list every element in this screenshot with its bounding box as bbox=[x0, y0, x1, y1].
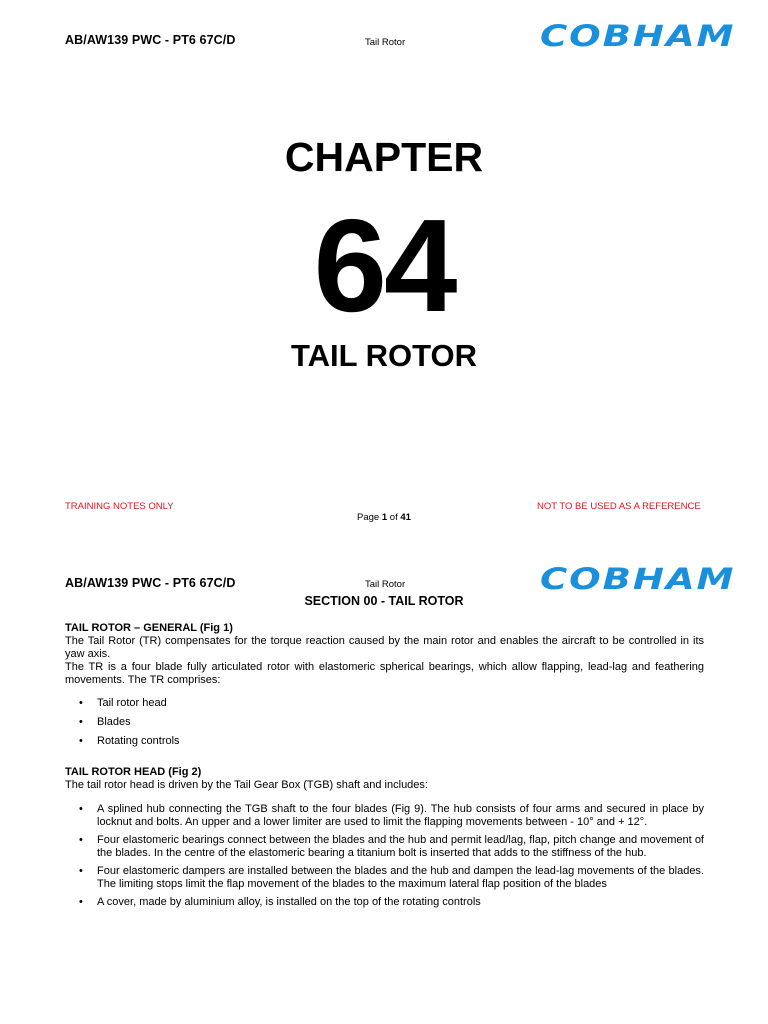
list-item bbox=[65, 834, 704, 860]
list-item-text: A cover, made by aluminium alloy, is installed on the top of the rotating controls bbox=[97, 896, 481, 908]
bullet-icon: • bbox=[79, 697, 83, 709]
list-item bbox=[65, 697, 704, 710]
bullet-icon: • bbox=[79, 803, 83, 815]
list-item bbox=[65, 865, 704, 891]
header-section-name: Tail Rotor bbox=[365, 579, 406, 590]
head-intro: The tail rotor head is driven by the Tail Gear Box (TGB) shaft and includes: bbox=[65, 779, 428, 791]
header-doc-id: AB/AW139 PWC - PT6 67C/D bbox=[65, 33, 236, 47]
bullet-icon: • bbox=[79, 834, 83, 846]
chapter-label: CHAPTER bbox=[284, 134, 484, 180]
general-paragraph-2: The TR is a four blade fully articulated rotor with elastomeric spherical bearings, which allow flapping, lead-lag and feathering movements. The TR comprises: bbox=[65, 661, 704, 686]
general-paragraph-1: The Tail Rotor (TR) compensates for the torque reaction caused by the main rotor and enables the aircraft to be controlled in its yaw axis. bbox=[65, 635, 704, 660]
header-section-name: Tail Rotor bbox=[365, 37, 406, 48]
general-section bbox=[65, 622, 704, 687]
bullet-icon: • bbox=[79, 896, 83, 908]
list-item-text: Tail rotor head bbox=[97, 697, 167, 709]
components-list-container bbox=[65, 697, 704, 754]
cobham-logo: COBHAM bbox=[540, 19, 736, 53]
head-heading: TAIL ROTOR HEAD (Fig 2) bbox=[65, 766, 202, 778]
chapter-number: 64 bbox=[313, 192, 455, 339]
components-list bbox=[65, 697, 704, 748]
list-item-text: Four elastomeric bearings connect between the blades and the hub and permit lead/lag, flap, pitch change and movement of the blades. In the centre of the elastomeric bearing a titanium bolt is inserted that adds to the stiffness of the hub. bbox=[97, 834, 704, 859]
list-item bbox=[65, 735, 704, 748]
list-item bbox=[65, 896, 704, 909]
bullet-icon: • bbox=[79, 865, 83, 877]
chapter-title: TAIL ROTOR bbox=[291, 338, 477, 373]
head-items-container bbox=[65, 803, 704, 914]
list-item bbox=[65, 803, 704, 829]
training-notes-label: TRAINING NOTES ONLY bbox=[65, 501, 174, 512]
list-item-text: A splined hub connecting the TGB shaft to the four blades (Fig 9). The hub consists of four arms and secured in place by locknut and bolts. An upper and a lower limiter are used to limit the flapping movements between - 10° and + 12°. bbox=[97, 803, 704, 828]
bullet-icon: • bbox=[79, 716, 83, 728]
list-item-text: Rotating controls bbox=[97, 735, 180, 747]
list-item-text: Four elastomeric dampers are installed between the blades and the hub and dampen the lead-lag movements of the blades. The limiting stops limit the flap movement of the blades to the maximum lateral flap position of the blades bbox=[97, 865, 704, 890]
header-doc-id: AB/AW139 PWC - PT6 67C/D bbox=[65, 576, 236, 590]
head-items-list bbox=[65, 803, 704, 909]
reference-warning-label: NOT TO BE USED AS A REFERENCE bbox=[537, 501, 701, 512]
head-section bbox=[65, 766, 704, 792]
list-item bbox=[65, 716, 704, 729]
list-item-text: Blades bbox=[97, 716, 131, 728]
page-number: Page 1 of 41 bbox=[357, 512, 411, 523]
section-title: SECTION 00 - TAIL ROTOR bbox=[304, 594, 464, 608]
cobham-logo: COBHAM bbox=[540, 562, 736, 596]
bullet-icon: • bbox=[79, 735, 83, 747]
general-heading: TAIL ROTOR – GENERAL (Fig 1) bbox=[65, 622, 233, 634]
